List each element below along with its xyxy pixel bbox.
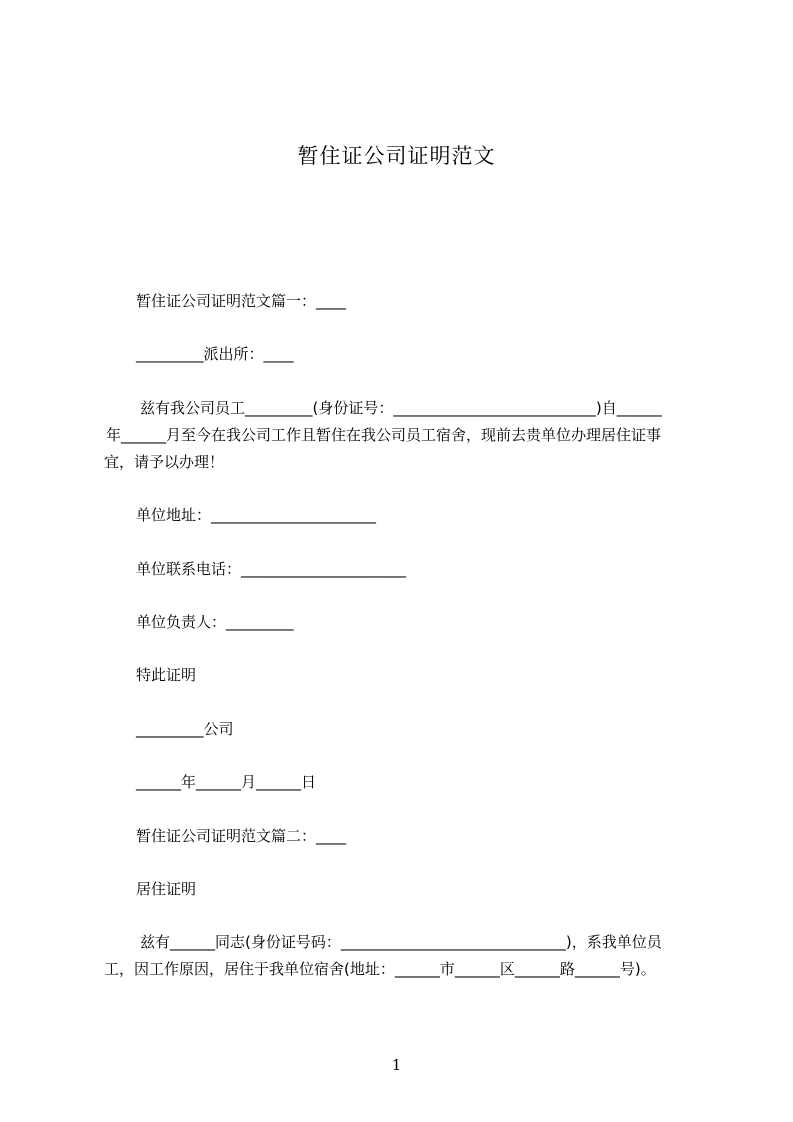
section2-subtitle: 居住证明 — [136, 880, 197, 898]
section1-body-line-2: 年______月至今在我公司工作且暂住在我公司员工宿舍，现前去贵单位办理居住证事 — [106, 426, 662, 444]
section1-body-line-1: 兹有我公司员工_________(身份证号：___________________________)自______ — [140, 399, 662, 417]
section1-heading: 暂住证公司证明范文篇一：____ — [136, 292, 347, 310]
police-station-line: _________派出所：____ — [136, 345, 294, 363]
section2-body-line-1: 兹有______同志(身份证号码：______________________________)，系我单位员 — [140, 933, 662, 951]
certify-line: 特此证明 — [136, 666, 197, 684]
section2-heading: 暂住证公司证明范文篇二：____ — [136, 827, 347, 845]
section2-body-line-2: 工，因工作原因，居住于我单位宿舍(地址：______市______区______路______号)。 — [104, 960, 656, 978]
unit-address-line: 单位地址：______________________ — [136, 506, 377, 524]
document-title: 暂住证公司证明范文 — [297, 144, 496, 168]
date-line: ______年______月______日 — [136, 773, 317, 791]
unit-phone-line: 单位联系电话：______________________ — [136, 560, 407, 578]
company-line: _________公司 — [136, 720, 234, 738]
section1-body-line-3: 宜，请予以办理！ — [104, 453, 225, 471]
page-number: 1 — [391, 1056, 402, 1074]
unit-head-line: 单位负责人：_________ — [136, 613, 294, 631]
